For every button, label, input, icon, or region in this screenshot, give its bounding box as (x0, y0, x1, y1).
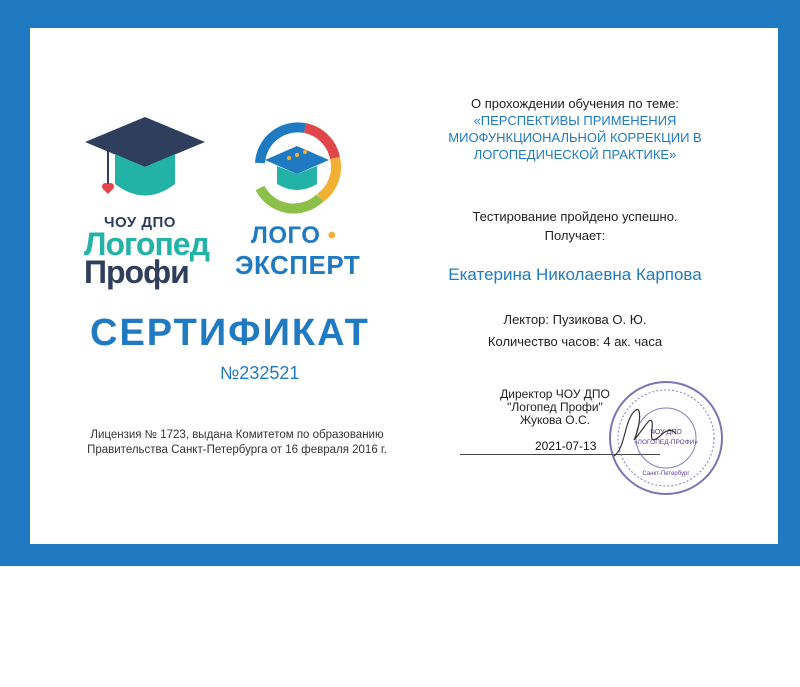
topic-name (430, 112, 720, 163)
certificate-number: №232521 (220, 363, 300, 383)
license-line-2: Правительства Санкт-Петербурга от 16 февраля 2016 г. (87, 444, 387, 456)
stamp-center-line-1: ЧОУ ДПО (650, 429, 682, 436)
stamp-center-line-2: «ЛОГОПЕД-ПРОФИ» (634, 439, 698, 446)
license-text (72, 428, 402, 458)
topic-intro: О прохождении обучения по теме: (470, 96, 680, 111)
topic-line-3: ЛОГОПЕДИЧЕСКОЙ ПРАКТИКЕ» (473, 147, 677, 162)
logo-line-2: Профи (84, 254, 189, 290)
certificate-title: СЕРТИФИКАТ (90, 312, 370, 354)
hours: Количество часов: 4 ак. часа (487, 334, 663, 349)
logo-expert-line-2: ЭКСПЕРТ (235, 250, 361, 280)
stamp-ring-bottom: Санкт-Петербург (642, 471, 690, 477)
logo-expert-logo (225, 118, 365, 283)
director-line-3: Жукова О.С. (520, 413, 590, 427)
logo-line-1: Логопед (84, 226, 209, 262)
topic-line-2: МИОФУНКЦИОНАЛЬНОЙ КОРРЕКЦИИ В (448, 130, 702, 145)
logoped-profi-logo (70, 92, 220, 290)
signature-date: 2021-07-13 (535, 439, 597, 453)
logo-subtitle: ЧОУ ДПО (104, 214, 176, 231)
expert-circle-icon (225, 118, 365, 218)
license-line-1: Лицензия № 1723, выдана Комитетом по образованию (90, 429, 384, 441)
lecturer: Лектор: Пузикова О. Ю. (503, 312, 647, 327)
graduation-cap-icon (70, 92, 220, 222)
logo-expert-line-1: ЛОГО • (251, 222, 337, 249)
director-line-2: "Логопед Профи" (507, 400, 603, 414)
director-line-1: Директор ЧОУ ДПО (500, 387, 610, 401)
topic-line-1: «ПЕРСПЕКТИВЫ ПРИМЕНЕНИЯ (473, 113, 677, 128)
recipient-name: Екатерина Николаевна Карпова (448, 265, 702, 284)
official-stamp (606, 378, 726, 498)
test-status: Тестирование пройдено успешно. (472, 209, 678, 224)
recipient-label: Получает: (544, 228, 606, 243)
